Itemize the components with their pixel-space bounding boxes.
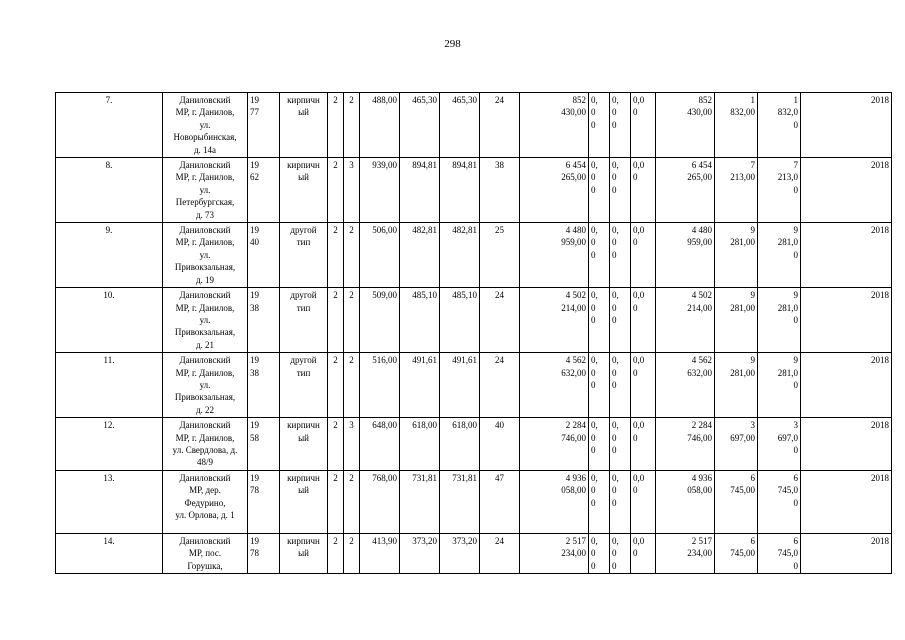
entrances-cell: 3: [344, 158, 360, 223]
wall-material-cell: другой тип: [280, 353, 328, 418]
residents-cell: 40: [480, 418, 520, 471]
living-area-cell: 731,81: [400, 470, 440, 533]
cost-total-cell: 4 502 214,00: [520, 288, 589, 353]
table-row: [56, 418, 892, 471]
living-area-cell: 618,00: [400, 418, 440, 471]
commission-year-cell: 19 58: [248, 418, 280, 471]
fund-a-cell: 0, 0 0: [589, 533, 610, 573]
limit-cost-cell: 7 213,0 0: [758, 158, 801, 223]
commission-year-cell: 19 78: [248, 533, 280, 573]
fund-a-cell: 0, 0 0: [589, 288, 610, 353]
fund-c-cell: 0,0 0: [631, 288, 656, 353]
fund-a-cell: 0, 0 0: [589, 418, 610, 471]
residential-area-cell: 894,81: [440, 158, 480, 223]
limit-cost-cell: 9 281,0 0: [758, 353, 801, 418]
deadline-cell: 2018: [801, 223, 892, 288]
row-number: 7.: [56, 93, 163, 158]
living-area-cell: 485,10: [400, 288, 440, 353]
total-area-cell: 506,00: [360, 223, 400, 288]
fund-c-cell: 0,0 0: [631, 223, 656, 288]
residents-cell: 47: [480, 470, 520, 533]
entrances-cell: 3: [344, 418, 360, 471]
address-cell: Даниловский МР, г. Данилов, ул. Привокзальная, д. 19: [163, 223, 248, 288]
row-number: 10.: [56, 288, 163, 353]
fund-b-cell: 0, 0 0: [610, 533, 631, 573]
cost-per-sqm-cell: 3 697,00: [715, 418, 758, 471]
fund-b-cell: 0, 0 0: [610, 470, 631, 533]
owners-funds-cell: 852 430,00: [656, 93, 715, 158]
fund-a-cell: 0, 0 0: [589, 93, 610, 158]
address-cell: Даниловский МР, дер. Федурино, ул. Орлова, д. 1: [163, 470, 248, 533]
residential-area-cell: 482,81: [440, 223, 480, 288]
limit-cost-cell: 9 281,0 0: [758, 223, 801, 288]
commission-year-cell: 19 40: [248, 223, 280, 288]
floors-cell: 2: [328, 533, 344, 573]
entrances-cell: 2: [344, 353, 360, 418]
cost-per-sqm-cell: 7 213,00: [715, 158, 758, 223]
fund-c-cell: 0,0 0: [631, 353, 656, 418]
wall-material-cell: другой тип: [280, 223, 328, 288]
fund-a-cell: 0, 0 0: [589, 158, 610, 223]
fund-b-cell: 0, 0 0: [610, 353, 631, 418]
row-number: 13.: [56, 470, 163, 533]
table-row: [56, 353, 892, 418]
cost-per-sqm-cell: 9 281,00: [715, 223, 758, 288]
cost-total-cell: 6 454 265,00: [520, 158, 589, 223]
fund-b-cell: 0, 0 0: [610, 93, 631, 158]
total-area-cell: 516,00: [360, 353, 400, 418]
residents-cell: 25: [480, 223, 520, 288]
fund-a-cell: 0, 0 0: [589, 470, 610, 533]
fund-c-cell: 0,0 0: [631, 93, 656, 158]
wall-material-cell: кирпичн ый: [280, 158, 328, 223]
wall-material-cell: кирпичн ый: [280, 533, 328, 573]
address-cell: Даниловский МР, г. Данилов, ул. Привокзальная, д. 22: [163, 353, 248, 418]
living-area-cell: 894,81: [400, 158, 440, 223]
cost-per-sqm-cell: 6 745,00: [715, 533, 758, 573]
deadline-cell: 2018: [801, 470, 892, 533]
wall-material-cell: кирпичн ый: [280, 93, 328, 158]
housing-register-table: [55, 92, 892, 574]
table-row: [56, 533, 892, 573]
limit-cost-cell: 6 745,0 0: [758, 533, 801, 573]
owners-funds-cell: 4 936 058,00: [656, 470, 715, 533]
residents-cell: 24: [480, 353, 520, 418]
owners-funds-cell: 6 454 265,00: [656, 158, 715, 223]
living-area-cell: 465,30: [400, 93, 440, 158]
wall-material-cell: кирпичн ый: [280, 470, 328, 533]
table-row: [56, 288, 892, 353]
limit-cost-cell: 1 832,0 0: [758, 93, 801, 158]
living-area-cell: 482,81: [400, 223, 440, 288]
fund-c-cell: 0,0 0: [631, 158, 656, 223]
total-area-cell: 488,00: [360, 93, 400, 158]
commission-year-cell: 19 38: [248, 353, 280, 418]
residents-cell: 24: [480, 288, 520, 353]
cost-total-cell: 4 936 058,00: [520, 470, 589, 533]
entrances-cell: 2: [344, 533, 360, 573]
cost-per-sqm-cell: 9 281,00: [715, 288, 758, 353]
commission-year-cell: 19 62: [248, 158, 280, 223]
address-cell: Даниловский МР, г. Данилов, ул. Новорыбинская, д. 14а: [163, 93, 248, 158]
owners-funds-cell: 4 502 214,00: [656, 288, 715, 353]
commission-year-cell: 19 78: [248, 470, 280, 533]
floors-cell: 2: [328, 223, 344, 288]
deadline-cell: 2018: [801, 288, 892, 353]
table-row: [56, 223, 892, 288]
owners-funds-cell: 2 284 746,00: [656, 418, 715, 471]
residential-area-cell: 731,81: [440, 470, 480, 533]
owners-funds-cell: 4 562 632,00: [656, 353, 715, 418]
fund-b-cell: 0, 0 0: [610, 223, 631, 288]
fund-a-cell: 0, 0 0: [589, 223, 610, 288]
cost-per-sqm-cell: 6 745,00: [715, 470, 758, 533]
table-row: [56, 158, 892, 223]
cost-total-cell: 4 562 632,00: [520, 353, 589, 418]
living-area-cell: 373,20: [400, 533, 440, 573]
address-cell: Даниловский МР, г. Данилов, ул. Свердлова, д. 48/9: [163, 418, 248, 471]
total-area-cell: 768,00: [360, 470, 400, 533]
table-row: [56, 470, 892, 533]
total-area-cell: 939,00: [360, 158, 400, 223]
cost-total-cell: 4 480 959,00: [520, 223, 589, 288]
floors-cell: 2: [328, 418, 344, 471]
residential-area-cell: 618,00: [440, 418, 480, 471]
limit-cost-cell: 3 697,0 0: [758, 418, 801, 471]
living-area-cell: 491,61: [400, 353, 440, 418]
row-number: 12.: [56, 418, 163, 471]
floors-cell: 2: [328, 470, 344, 533]
table-row: [56, 93, 892, 158]
owners-funds-cell: 2 517 234,00: [656, 533, 715, 573]
row-number: 14.: [56, 533, 163, 573]
residential-area-cell: 373,20: [440, 533, 480, 573]
commission-year-cell: 19 77: [248, 93, 280, 158]
entrances-cell: 2: [344, 288, 360, 353]
total-area-cell: 648,00: [360, 418, 400, 471]
fund-a-cell: 0, 0 0: [589, 353, 610, 418]
total-area-cell: 509,00: [360, 288, 400, 353]
entrances-cell: 2: [344, 93, 360, 158]
row-number: 11.: [56, 353, 163, 418]
floors-cell: 2: [328, 93, 344, 158]
fund-c-cell: 0,0 0: [631, 418, 656, 471]
fund-b-cell: 0, 0 0: [610, 158, 631, 223]
cost-per-sqm-cell: 1 832,00: [715, 93, 758, 158]
cost-total-cell: 2 517 234,00: [520, 533, 589, 573]
floors-cell: 2: [328, 288, 344, 353]
entrances-cell: 2: [344, 470, 360, 533]
residents-cell: 38: [480, 158, 520, 223]
residential-area-cell: 465,30: [440, 93, 480, 158]
residents-cell: 24: [480, 93, 520, 158]
wall-material-cell: кирпичн ый: [280, 418, 328, 471]
cost-per-sqm-cell: 9 281,00: [715, 353, 758, 418]
fund-b-cell: 0, 0 0: [610, 418, 631, 471]
floors-cell: 2: [328, 158, 344, 223]
address-cell: Даниловский МР, пос. Горушка,: [163, 533, 248, 573]
deadline-cell: 2018: [801, 418, 892, 471]
row-number: 9.: [56, 223, 163, 288]
limit-cost-cell: 9 281,0 0: [758, 288, 801, 353]
cost-total-cell: 2 284 746,00: [520, 418, 589, 471]
deadline-cell: 2018: [801, 533, 892, 573]
residential-area-cell: 491,61: [440, 353, 480, 418]
fund-b-cell: 0, 0 0: [610, 288, 631, 353]
entrances-cell: 2: [344, 223, 360, 288]
address-cell: Даниловский МР, г. Данилов, ул. Петербургская, д. 73: [163, 158, 248, 223]
residents-cell: 24: [480, 533, 520, 573]
fund-c-cell: 0,0 0: [631, 470, 656, 533]
deadline-cell: 2018: [801, 93, 892, 158]
limit-cost-cell: 6 745,0 0: [758, 470, 801, 533]
deadline-cell: 2018: [801, 158, 892, 223]
commission-year-cell: 19 38: [248, 288, 280, 353]
cost-total-cell: 852 430,00: [520, 93, 589, 158]
row-number: 8.: [56, 158, 163, 223]
floors-cell: 2: [328, 353, 344, 418]
owners-funds-cell: 4 480 959,00: [656, 223, 715, 288]
deadline-cell: 2018: [801, 353, 892, 418]
total-area-cell: 413,90: [360, 533, 400, 573]
wall-material-cell: другой тип: [280, 288, 328, 353]
residential-area-cell: 485,10: [440, 288, 480, 353]
fund-c-cell: 0,0 0: [631, 533, 656, 573]
page-number: 298: [444, 38, 461, 50]
address-cell: Даниловский МР, г. Данилов, ул. Привокзальная, д. 21: [163, 288, 248, 353]
